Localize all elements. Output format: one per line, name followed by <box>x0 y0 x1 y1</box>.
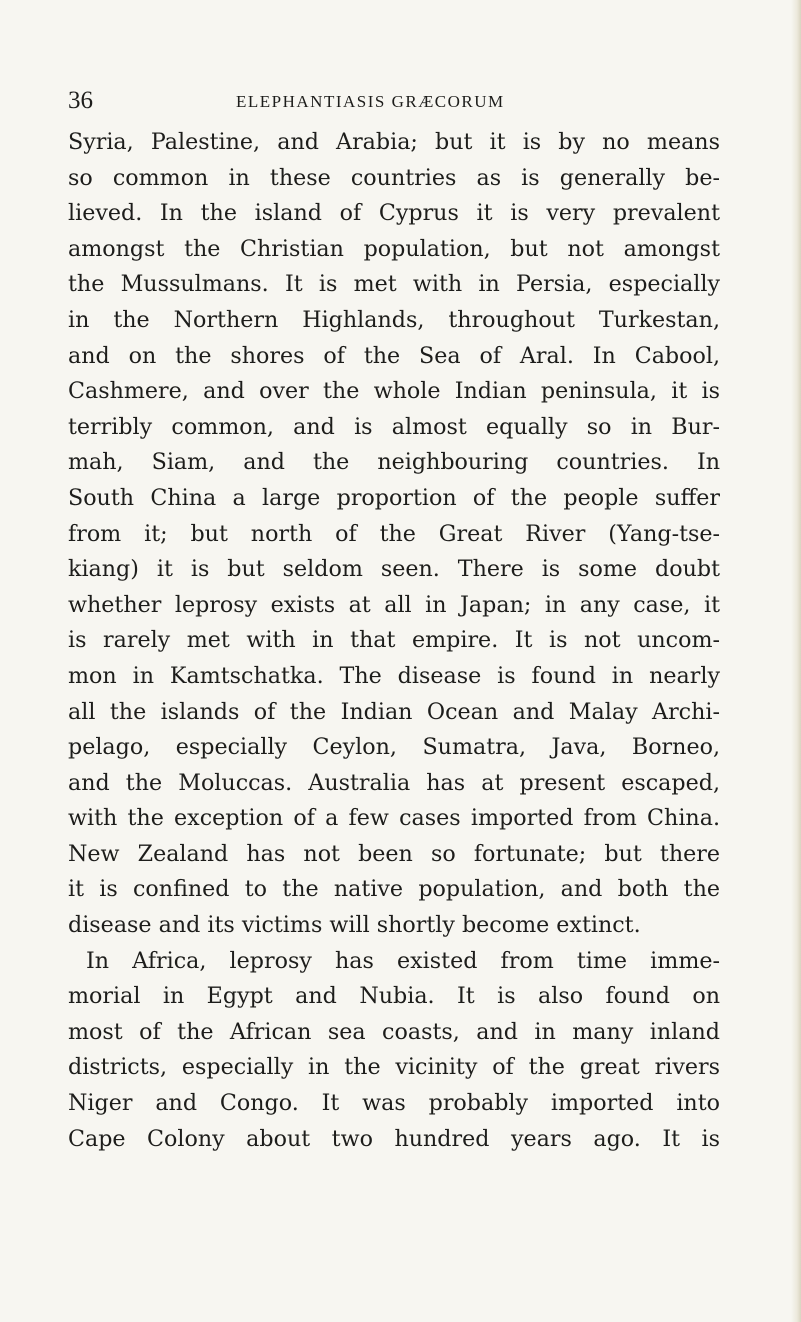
text-line: and the Moluccas. Australia has at present escaped, <box>68 769 720 796</box>
text-line: whether leprosy exists at all in Japan; in any case, it <box>68 591 720 618</box>
page-header <box>68 86 728 116</box>
text-line: districts, especially in the vicinity of the great rivers <box>68 1054 720 1081</box>
text-line: Cashmere, and over the whole Indian peninsula, it is <box>68 378 720 405</box>
text-line: morial in Egypt and Nubia. It is also found on <box>68 983 720 1010</box>
text-line: is rarely met with in that empire. It is not uncom- <box>68 627 720 654</box>
text-line: In Africa, leprosy has existed from time imme- <box>86 947 720 974</box>
text-line: amongst the Christian population, but not amongst <box>68 235 720 262</box>
text-line: so common in these countries as is generally be- <box>68 164 720 191</box>
page-number: 36 <box>68 87 93 114</box>
text-line: Niger and Congo. It was probably imported into <box>68 1090 720 1117</box>
text-line: Syria, Palestine, and Arabia; but it is by no means <box>68 129 720 155</box>
text-line: mah, Siam, and the neighbouring countries. In <box>68 449 720 476</box>
body-text <box>68 125 720 1157</box>
text-line: all the islands of the Indian Ocean and Malay Archi- <box>68 698 720 725</box>
text-line: disease and its victims will shortly become extinct. <box>68 912 641 939</box>
text-line: most of the African sea coasts, and in many inland <box>68 1018 720 1045</box>
text-line: Cape Colony about two hundred years ago. It is <box>68 1125 720 1152</box>
text-line: with the exception of a few cases imported from China. <box>68 805 720 832</box>
text-line: South China a large proportion of the people suffer <box>68 484 720 511</box>
text-line: lieved. In the island of Cyprus it is very prevalent <box>68 200 720 227</box>
running-head: ELEPHANTIASIS GRÆCORUM <box>236 92 505 111</box>
text-line: and on the shores of the Sea of Aral. In Cabool, <box>68 342 720 369</box>
text-line: the Mussulmans. It is met with in Persia, especially <box>68 271 720 298</box>
text-line: mon in Kamtschatka. The disease is found in nearly <box>68 662 720 689</box>
text-line: terribly common, and is almost equally so in Bur- <box>68 413 720 440</box>
text-line: in the Northern Highlands, throughout Turkestan, <box>68 306 720 333</box>
text-line: pelago, especially Ceylon, Sumatra, Java, Borneo, <box>68 734 720 761</box>
page-edge-shadow <box>791 0 801 1322</box>
text-line: from it; but north of the Great River (Yang-tse- <box>68 520 720 547</box>
text-line: New Zealand has not been so fortunate; but there <box>68 840 720 867</box>
text-line: kiang) it is but seldom seen. There is some doubt <box>68 556 720 583</box>
text-line: it is confined to the native population, and both the <box>68 876 720 903</box>
